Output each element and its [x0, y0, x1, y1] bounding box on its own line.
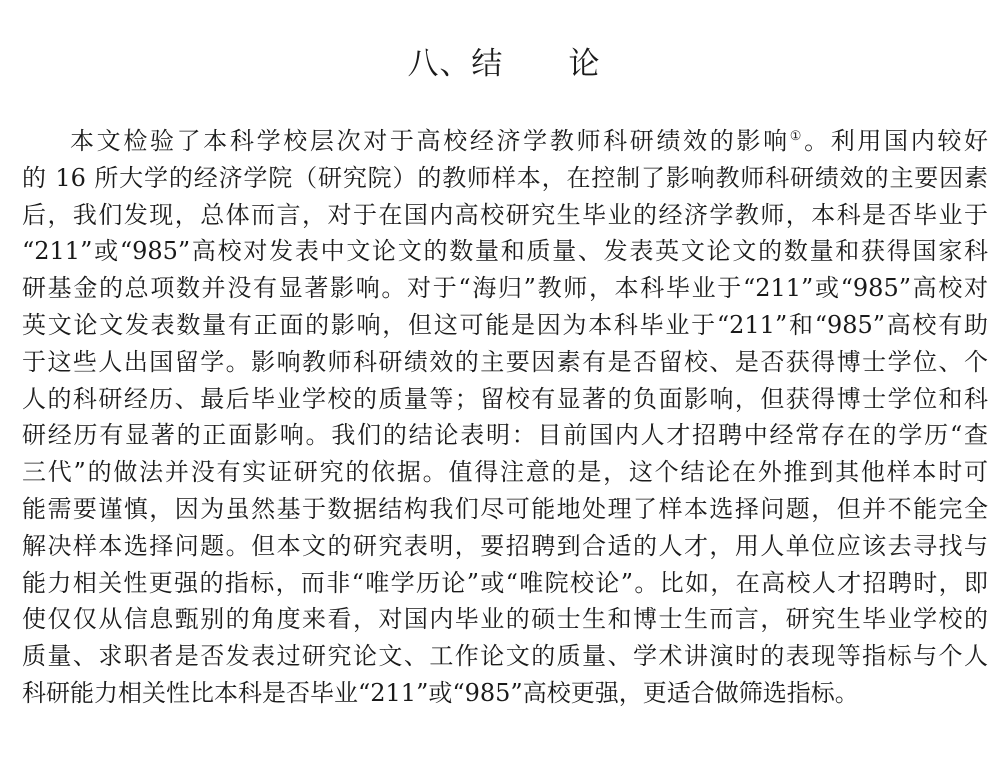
paragraph-first-line — [22, 123, 988, 160]
paragraph-line: 研经历有显著的正面影响。我们的结论表明：目前国内人才招聘中经常存在的学历“查 — [22, 421, 988, 450]
section-heading: 八、结 论 — [407, 46, 601, 82]
footnote-marker[interactable]: ① — [789, 129, 805, 144]
paragraph-line: “211”或“985”高校对发表中文论文的数量和质量、发表英文论文的数量和获得国家科 — [22, 237, 988, 266]
conclusion-paragraph — [22, 123, 988, 712]
paragraph-line: 研基金的总项数并没有显著影响。对于“海归”教师，本科毕业于“211”或“985”高校对 — [22, 274, 988, 303]
first-line-tail: 。利用国内较好 — [804, 127, 988, 155]
paragraph-line: 解决样本选择问题。但本文的研究表明，要招聘到合适的人才，用人单位应该去寻找与 — [22, 531, 988, 560]
paragraph-line: 使仅仅从信息甄别的角度来看，对国内毕业的硕士生和博士生而言，研究生毕业学校的 — [22, 605, 988, 634]
paragraph-last-line: 科研能力相关性比本科是否毕业“211”或“985”高校更强，更适合做筛选指标。 — [22, 678, 859, 707]
paragraph-line: 人的科研经历、最后毕业学校的质量等；留校有显著的负面影响，但获得博士学位和科 — [22, 384, 988, 413]
paragraph-line: 英文论文发表数量有正面的影响，但这可能是因为本科毕业于“211”和“985”高校有助 — [22, 310, 988, 339]
paragraph-line: 质量、求职者是否发表过研究论文、工作论文的质量、学术讲演时的表现等指标与个人 — [22, 642, 988, 671]
paragraph-line: 能力相关性更强的指标，而非“唯学历论”或“唯院校论”。比如，在高校人才招聘时，即 — [22, 568, 988, 597]
paragraph-line: 于这些人出国留学。影响教师科研绩效的主要因素有是否留校、是否获得博士学位、个 — [22, 347, 988, 376]
first-line-text: 本文检验了本科学校层次对于高校经济学教师科研绩效的影响 — [70, 127, 790, 155]
paragraph-line: 后，我们发现，总体而言，对于在国内高校研究生毕业的经济学教师，本科是否毕业于 — [22, 200, 988, 229]
paragraph-line: 三代”的做法并没有实证研究的依据。值得注意的是，这个结论在外推到其他样本时可 — [22, 458, 988, 487]
paragraph-line: 的 16 所大学的经济学院（研究院）的教师样本，在控制了影响教师科研绩效的主要因素 — [22, 163, 988, 192]
paragraph-line: 能需要谨慎，因为虽然基于数据结构我们尽可能地处理了样本选择问题，但并不能完全 — [22, 494, 988, 523]
